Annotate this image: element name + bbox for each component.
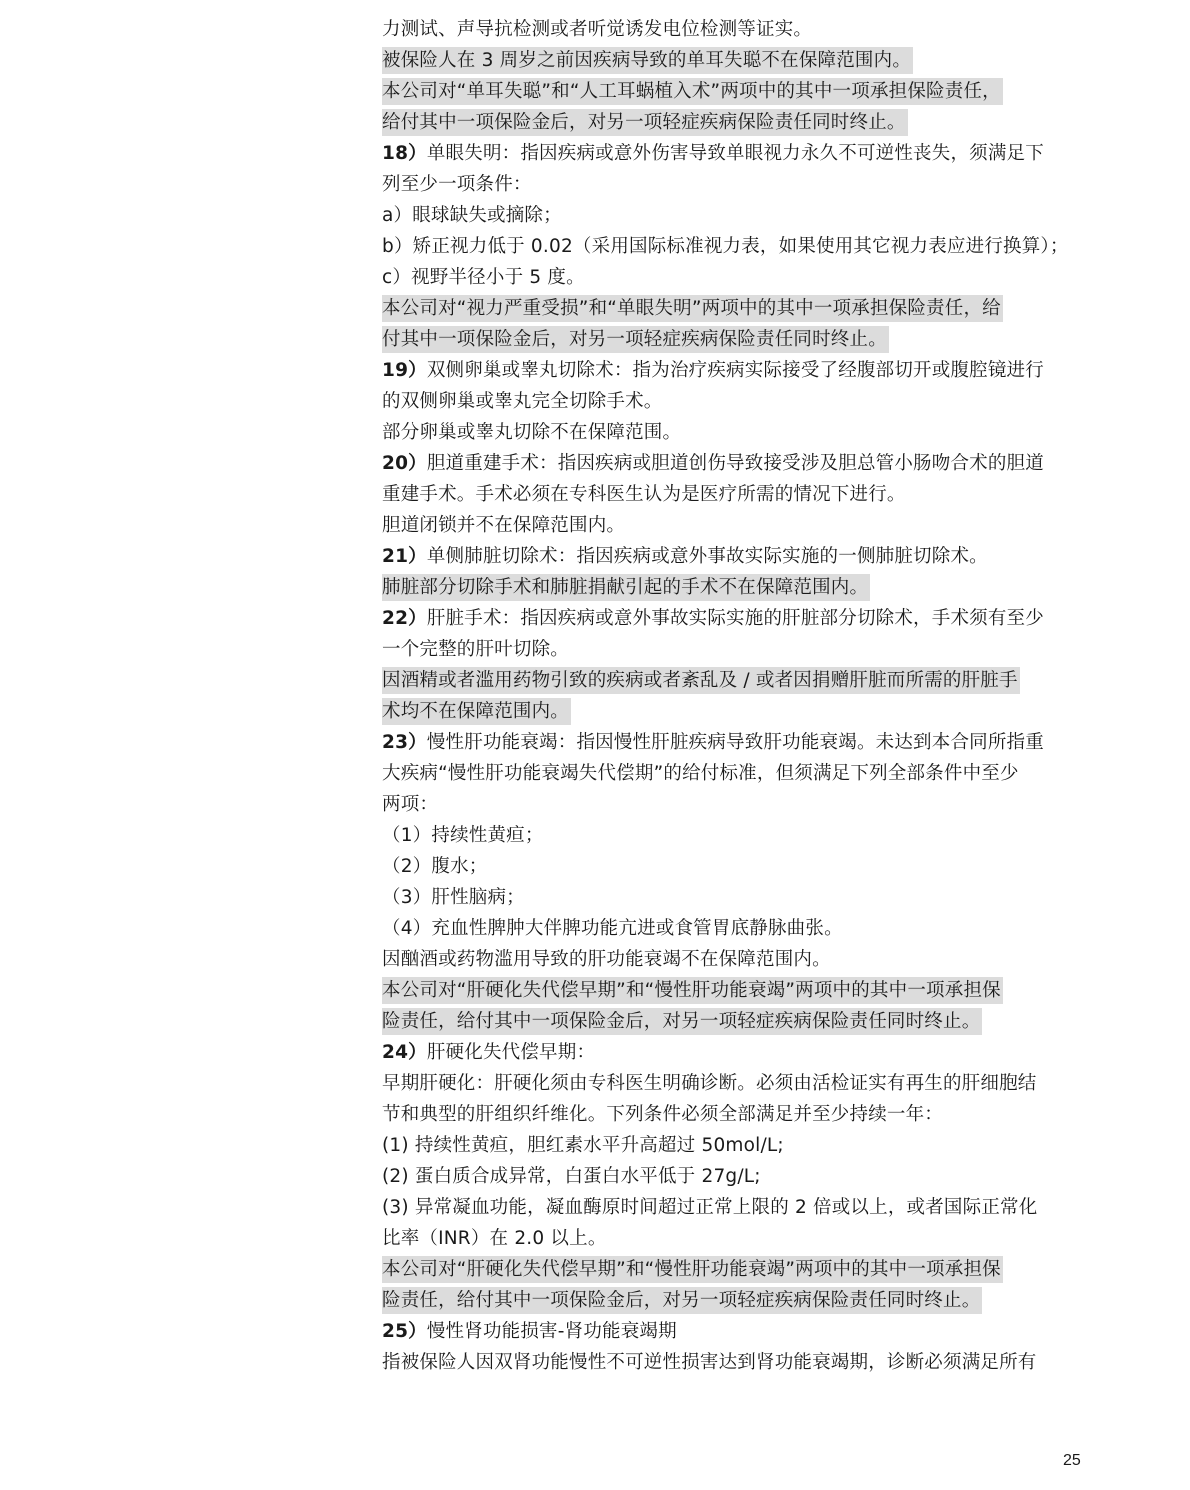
line-content [382, 1256, 1003, 1283]
line-content [382, 267, 585, 288]
line-content [382, 732, 1044, 753]
highlighted-text-line [382, 107, 1112, 138]
line-content [382, 78, 1003, 105]
line-text: 术均不在保障范围内。 [382, 701, 570, 722]
line-text: 早期肝硬化：肝硬化须由专科医生明确诊断。必须由活检证实有再生的肝细胞结 [382, 1073, 1037, 1094]
text-line [382, 386, 1112, 417]
line-text: 本公司对“视力严重受损”和“单眼失明”两项中的其中一项承担保险责任，给 [382, 298, 1001, 319]
text-line [382, 510, 1112, 541]
line-content [382, 295, 1003, 322]
highlighted-text-line [382, 293, 1112, 324]
line-text: 慢性肾功能损害-肾功能衰竭期 [426, 1321, 677, 1342]
text-line [382, 14, 1112, 45]
line-text: 胆道闭锁并不在保障范围内。 [382, 515, 626, 536]
line-text: 肝硬化失代偿早期： [426, 1042, 596, 1063]
line-text: 双侧卵巢或睾丸切除术：指为治疗疾病实际接受了经腹部切开或腹腔镜进行 [426, 360, 1044, 381]
line-content [382, 1008, 982, 1035]
text-line [382, 1347, 1112, 1378]
highlighted-text-line [382, 665, 1112, 696]
line-content [382, 1073, 1037, 1094]
text-line [382, 913, 1112, 944]
highlighted-text-line [382, 76, 1112, 107]
text-line [382, 789, 1112, 820]
line-content [382, 453, 1044, 474]
text-line [382, 634, 1112, 665]
line-content [382, 1135, 784, 1156]
line-text: 单侧肺脏切除术：指因疾病或意外事故实际实施的一侧肺脏切除术。 [426, 546, 988, 567]
line-text: 列至少一项条件： [382, 174, 532, 195]
text-line [382, 231, 1112, 262]
line-text: 本公司对“肝硬化失代偿早期”和“慢性肝功能衰竭”两项中的其中一项承担保 [382, 980, 1001, 1001]
line-text: 险责任，给付其中一项保险金后，对另一项轻症疾病保险责任同时终止。 [382, 1290, 981, 1311]
clause-number: 24） [382, 1042, 427, 1063]
line-content [382, 1166, 761, 1187]
text-line [382, 1316, 1112, 1347]
line-text: 慢性肝功能衰竭：指因慢性肝脏疾病导致肝功能衰竭。未达到本合同所指重 [426, 732, 1044, 753]
text-line [382, 138, 1112, 169]
line-text: 因酗酒或药物滥用导致的肝功能衰竭不在保障范围内。 [382, 949, 831, 970]
line-text: a）眼球缺失或摘除； [382, 205, 562, 226]
line-text: b）矫正视力低于 0.02（采用国际标准视力表，如果使用其它视力表应进行换算）； [382, 236, 1069, 257]
line-text: 力测试、声导抗检测或者听觉诱发电位检测等证实。 [382, 19, 813, 40]
text-line [382, 820, 1112, 851]
line-text: (1) 持续性黄疸，胆红素水平升高超过 50mol/L; [382, 1135, 784, 1156]
highlighted-text-line [382, 1254, 1112, 1285]
line-content [382, 546, 988, 567]
clause-number: 22） [382, 608, 427, 629]
line-content [382, 1228, 607, 1249]
line-text: 被保险人在 3 周岁之前因疾病导致的单耳失聪不在保障范围内。 [382, 50, 912, 71]
line-content [382, 326, 889, 353]
text-line [382, 448, 1112, 479]
line-content [382, 949, 831, 970]
line-content [382, 918, 843, 939]
document-body [382, 14, 1112, 1378]
text-line [382, 417, 1112, 448]
line-text: 一个完整的肝叶切除。 [382, 639, 570, 660]
text-line [382, 944, 1112, 975]
text-line [382, 1037, 1112, 1068]
highlighted-text-line [382, 324, 1112, 355]
line-content [382, 422, 681, 443]
line-content [382, 236, 1069, 257]
line-content [382, 205, 562, 226]
line-content [382, 763, 1019, 784]
text-line [382, 1192, 1112, 1223]
text-line [382, 262, 1112, 293]
highlighted-text-line [382, 696, 1112, 727]
line-content [382, 574, 870, 601]
line-text: c）视野半径小于 5 度。 [382, 267, 585, 288]
line-text: 肺脏部分切除手术和肺脏捐献引起的手术不在保障范围内。 [382, 577, 869, 598]
line-content [382, 109, 908, 136]
line-content [382, 1197, 1037, 1218]
line-content [382, 484, 906, 505]
clause-number: 25） [382, 1321, 427, 1342]
line-content [382, 825, 544, 846]
line-content [382, 698, 571, 725]
text-line [382, 1099, 1112, 1130]
clause-number: 18） [382, 143, 427, 164]
line-content [382, 794, 438, 815]
highlighted-text-line [382, 975, 1112, 1006]
line-text: 胆道重建手术：指因疾病或胆道创伤导致接受涉及胆总管小肠吻合术的胆道 [426, 453, 1044, 474]
line-text: 付其中一项保险金后，对另一项轻症疾病保险责任同时终止。 [382, 329, 887, 350]
text-line [382, 541, 1112, 572]
line-text: 两项： [382, 794, 439, 815]
line-content [382, 856, 487, 877]
text-line [382, 851, 1112, 882]
line-text: 节和典型的肝组织纤维化。下列条件必须全部满足并至少持续一年： [382, 1104, 944, 1125]
text-line [382, 200, 1112, 231]
line-content [382, 1042, 595, 1063]
clause-number: 23） [382, 732, 427, 753]
line-text: （3）肝性脑病； [382, 887, 525, 908]
line-content [382, 667, 1020, 694]
line-content [382, 515, 625, 536]
line-text: 肝脏手术：指因疾病或意外事故实际实施的肝脏部分切除术，手术须有至少 [426, 608, 1044, 629]
line-content [382, 887, 525, 908]
line-text: （4）充血性脾肿大伴脾功能亢进或食管胃底静脉曲张。 [382, 918, 843, 939]
line-content [382, 639, 569, 660]
line-text: 大疾病“慢性肝功能衰竭失代偿期”的给付标准，但须满足下列全部条件中至少 [382, 763, 1019, 784]
line-content [382, 19, 812, 40]
line-content [382, 1104, 943, 1125]
highlighted-text-line [382, 572, 1112, 603]
line-text: 给付其中一项保险金后，对另一项轻症疾病保险责任同时终止。 [382, 112, 906, 133]
line-text: 部分卵巢或睾丸切除不在保障范围。 [382, 422, 682, 443]
clause-number: 20） [382, 453, 427, 474]
line-content [382, 1287, 982, 1314]
line-text: (3) 异常凝血功能，凝血酶原时间超过正常上限的 2 倍或以上，或者国际正常化 [382, 1197, 1038, 1218]
line-text: 因酒精或者滥用药物引致的疾病或者紊乱及 / 或者因捐赠肝脏而所需的肝脏手 [382, 670, 1018, 691]
line-content [382, 174, 532, 195]
page-number: 25 [1063, 1452, 1081, 1469]
text-line [382, 882, 1112, 913]
highlighted-text-line [382, 1006, 1112, 1037]
text-line [382, 479, 1112, 510]
line-content [382, 360, 1044, 381]
text-line [382, 169, 1112, 200]
line-text: （1）持续性黄疸； [382, 825, 544, 846]
line-text: 指被保险人因双肾功能慢性不可逆性损害达到肾功能衰竭期，诊断必须满足所有 [382, 1352, 1037, 1373]
clause-number: 19） [382, 360, 427, 381]
text-line [382, 1223, 1112, 1254]
line-text: 比率（INR）在 2.0 以上。 [382, 1228, 607, 1249]
text-line [382, 355, 1112, 386]
line-content [382, 608, 1044, 629]
line-text: （2）腹水； [382, 856, 488, 877]
line-content [382, 1321, 677, 1342]
text-line [382, 758, 1112, 789]
line-text: (2) 蛋白质合成异常，白蛋白水平低于 27g/L; [382, 1166, 761, 1187]
text-line [382, 1068, 1112, 1099]
line-content [382, 977, 1003, 1004]
highlighted-text-line [382, 45, 1112, 76]
line-content [382, 1352, 1037, 1373]
line-content [382, 47, 913, 74]
text-line [382, 1130, 1112, 1161]
line-text: 的双侧卵巢或睾丸完全切除手术。 [382, 391, 663, 412]
line-content [382, 143, 1044, 164]
clause-number: 21） [382, 546, 427, 567]
text-line [382, 603, 1112, 634]
line-text: 险责任，给付其中一项保险金后，对另一项轻症疾病保险责任同时终止。 [382, 1011, 981, 1032]
line-text: 单眼失明：指因疾病或意外伤害导致单眼视力永久不可逆性丧失，须满足下 [426, 143, 1044, 164]
line-text: 重建手术。手术必须在专科医生认为是医疗所需的情况下进行。 [382, 484, 906, 505]
text-line [382, 1161, 1112, 1192]
highlighted-text-line [382, 1285, 1112, 1316]
line-text: 本公司对“单耳失聪”和“人工耳蜗植入术”两项中的其中一项承担保险责任， [382, 81, 1001, 102]
line-text: 本公司对“肝硬化失代偿早期”和“慢性肝功能衰竭”两项中的其中一项承担保 [382, 1259, 1001, 1280]
text-line [382, 727, 1112, 758]
line-content [382, 391, 663, 412]
